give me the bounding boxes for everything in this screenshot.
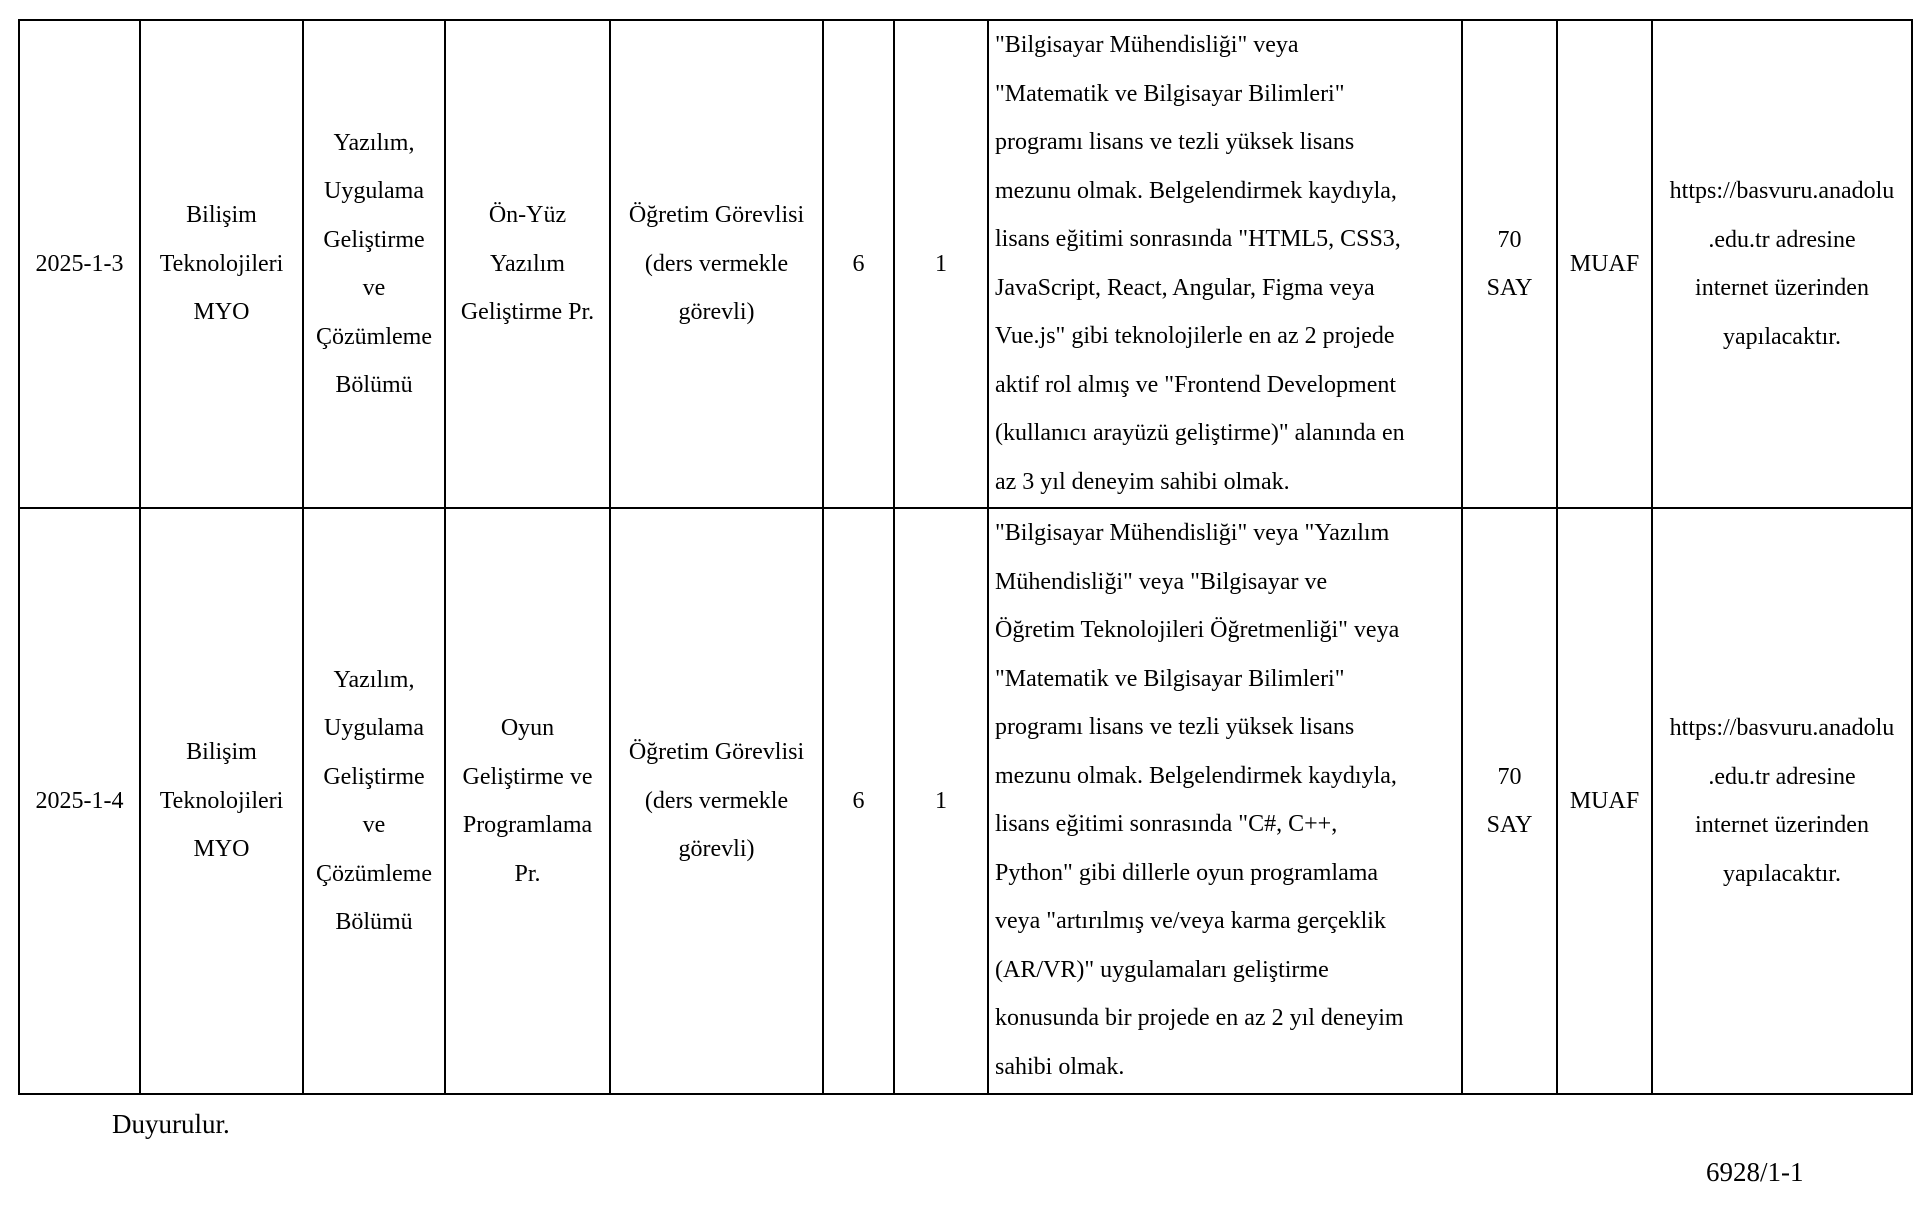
requirements-cell	[988, 508, 1462, 1094]
degree-cell	[823, 20, 894, 508]
language-cell	[1557, 508, 1652, 1094]
position-code: 2025-1-3	[35, 250, 124, 277]
application-cell	[1652, 508, 1912, 1094]
department-cell	[303, 508, 445, 1094]
language-requirement: MUAF	[1569, 250, 1640, 277]
position-count: 1	[935, 787, 947, 814]
position-code-cell	[19, 20, 140, 508]
position-title: Öğretim Görevlisi (ders vermekle görevli)	[628, 739, 805, 863]
unit-name: Bilişim Teknolojileri MYO	[159, 202, 284, 326]
program-cell	[445, 508, 610, 1094]
degree-value: 6	[852, 250, 865, 277]
position-code-cell	[19, 508, 140, 1094]
degree-value: 6	[852, 787, 865, 814]
department-cell	[303, 20, 445, 508]
program-name: Ön-Yüz Yazılım Geliştirme Pr.	[460, 202, 595, 326]
program-cell	[445, 20, 610, 508]
program-name: Oyun Geliştirme ve Programlama Pr.	[462, 715, 593, 887]
position-title: Öğretim Görevlisi (ders vermekle görevli)	[628, 202, 805, 326]
positions-table	[18, 19, 1913, 1095]
unit-cell	[140, 508, 303, 1094]
department-name: Yazılım, Uygulama Geliştirme ve Çözümleme Bölümü	[316, 666, 432, 935]
requirements-text: "Bilgisayar Mühendisliği" veya "Matematik ve Bilgisayar Bilimleri" programı lisans ve tezli yüksek lisans mezunu olmak. Belgelendirmek kaydıyla, lisans eğitimi sonrasında "HTML5, CSS3, JavaScript, React, Angular, Figma veya Vue.js" gibi teknolojilerle en az 2 projede aktif rol almış ve "Frontend Development (kullanıcı arayüzü geliştirme)" alanında en az 3 yıl deneyim sahibi olmak.	[995, 32, 1405, 495]
title-cell	[610, 508, 823, 1094]
language-cell	[1557, 20, 1652, 508]
requirements-text: "Bilgisayar Mühendisliği" veya "Yazılım Mühendisliği" veya "Bilgisayar ve Öğretim Teknolojileri Öğretmenliği" veya "Matematik ve Bilgisayar Bilimleri" programı lisans ve tezli yüksek lisans mezunu olmak. Belgelendirmek kaydıyla, lisans eğitimi sonrasında "C#, C++, Python" gibi dillerle oyun programlama veya "artırılmış ve/veya karma gerçeklik (AR/VR)" uygulamaları geliştirme konusunda bir projede en az 2 yıl deneyim sahibi olmak.	[995, 520, 1404, 1080]
ales-cell	[1462, 20, 1557, 508]
count-cell	[894, 20, 988, 508]
ales-cell	[1462, 508, 1557, 1094]
page-number: 6928/1-1	[1706, 1157, 1804, 1187]
application-info: https://basvuru.anadolu .edu.tr adresine internet üzerinden yapılacaktır.	[1669, 178, 1895, 350]
table-row	[19, 508, 1912, 1094]
unit-name: Bilişim Teknolojileri MYO	[159, 739, 284, 863]
application-info: https://basvuru.anadolu .edu.tr adresine internet üzerinden yapılacaktır.	[1669, 715, 1895, 887]
position-code: 2025-1-4	[35, 787, 124, 814]
announcement-text: Duyurulur.	[112, 1109, 230, 1139]
requirements-cell	[988, 20, 1462, 508]
unit-cell	[140, 20, 303, 508]
ales-score: 70 SAY	[1486, 226, 1533, 301]
table-row	[19, 20, 1912, 508]
application-cell	[1652, 20, 1912, 508]
department-name: Yazılım, Uygulama Geliştirme ve Çözümleme Bölümü	[316, 129, 432, 398]
position-count: 1	[935, 250, 947, 277]
degree-cell	[823, 508, 894, 1094]
title-cell	[610, 20, 823, 508]
language-requirement: MUAF	[1569, 787, 1640, 814]
ales-score: 70 SAY	[1486, 763, 1533, 838]
count-cell	[894, 508, 988, 1094]
